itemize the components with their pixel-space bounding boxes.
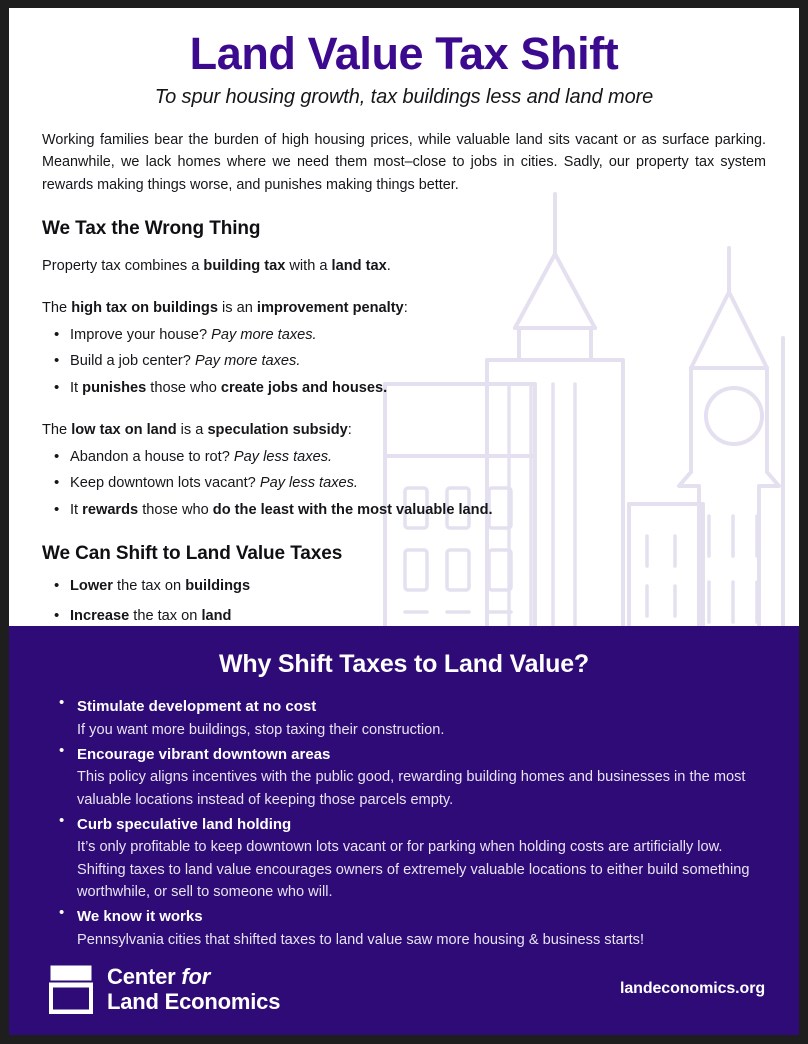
benefit-description: This policy aligns incentives with the public good, rewarding building homes and businesses in the most valuable locations instead of keeping those parcels empty.	[77, 769, 746, 808]
brand-line-2: Land Economics	[107, 989, 281, 1014]
benefit-description: If you want more buildings, stop taxing their construction.	[77, 721, 445, 738]
property-tax-definition: Property tax combines a building tax with a land tax.	[42, 258, 391, 274]
intro-paragraph: Working families bear the burden of high housing prices, while valuable land sits vacant or as surface parking. Meanwhile, we lack homes where we need them most–close to jobs in cities. Sadly, our property tax system rewards making things worse, and punishes making things better.	[42, 131, 766, 193]
benefit-item	[39, 744, 769, 811]
brand-lockup	[49, 964, 280, 1014]
benefits-list	[39, 696, 769, 951]
poster-sheet	[9, 8, 799, 1035]
page-subtitle: To spur housing growth, tax buildings less and land more	[154, 85, 654, 108]
list-item: • It rewards those who do the least with the most valuable land.	[42, 499, 766, 522]
benefit-title: • We know it works	[77, 908, 203, 926]
heading-we-tax-the-wrong-thing: We Tax the Wrong Thing	[42, 218, 261, 239]
brand-for-word: for	[181, 963, 211, 989]
improvement-penalty-lead: The high tax on buildings is an improvement penalty:	[42, 299, 408, 316]
benefit-title: • Stimulate development at no cost	[77, 698, 317, 715]
brand-line-1	[107, 964, 280, 989]
benefit-item	[39, 814, 769, 903]
benefit-description: It’s only profitable to keep downtown lots vacant or for parking when holding costs are artificially low. Shifting taxes to land value encourages owners of extremely valuable locations to either build something worthwhile, or sell to someone who will.	[77, 839, 750, 901]
list-item: • Build a job center? Pay more taxes.	[42, 350, 766, 373]
heading-we-can-shift: We Can Shift to Land Value Taxes	[42, 543, 343, 565]
improvement-penalty-list	[42, 324, 766, 400]
list-item: • Abandon a house to rot? Pay less taxes.	[42, 446, 766, 469]
page-title: Land Value Tax Shift	[189, 28, 619, 79]
list-item: • Lower the tax on buildings	[42, 575, 766, 598]
brand-center-word: Center	[107, 963, 182, 989]
speculation-subsidy-lead: The low tax on land is a speculation subsidy:	[42, 421, 352, 438]
footer	[9, 943, 799, 1035]
list-item: • It punishes those who create jobs and houses.	[42, 377, 766, 400]
benefit-item	[39, 696, 769, 741]
list-item: • Improve your house? Pay more taxes.	[42, 324, 766, 347]
speculation-subsidy-list	[42, 446, 766, 522]
benefit-title: • Curb speculative land holding	[77, 815, 292, 833]
benefit-title: • Encourage vibrant downtown areas	[77, 745, 331, 763]
list-item: • Increase the tax on land	[42, 605, 766, 628]
panel-heading: Why Shift Taxes to Land Value?	[219, 650, 589, 678]
brand-name	[107, 964, 280, 1014]
why-shift-panel	[9, 626, 799, 1035]
benefit-description: Pennsylvania cities that shifted taxes to land value saw more housing & business starts!	[77, 931, 645, 948]
list-item: • Keep downtown lots vacant? Pay less taxes.	[42, 472, 766, 495]
upper-section	[9, 8, 799, 626]
website-url[interactable]: landeconomics.org	[620, 980, 765, 997]
building-block-logo-icon	[49, 964, 93, 1014]
